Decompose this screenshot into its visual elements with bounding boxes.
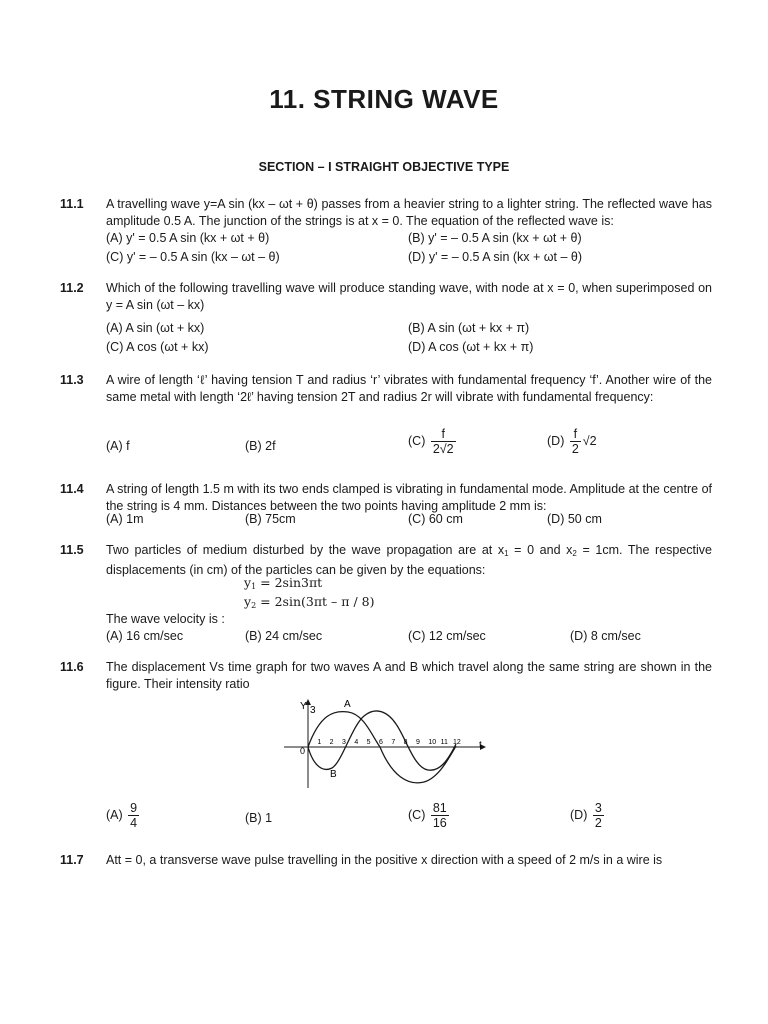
option-a <box>106 801 141 830</box>
question-text: A travelling wave y=A sin (kx – ωt + θ) passes from a heavier string to a lighter string. The reflected wave has amplitude 0.5 A. The junction of the strings is at x = 0. The equation of the reflected wave is: <box>106 197 712 228</box>
option-c: (C) y' = – 0.5 A sin (kx – ωt – θ) <box>106 250 280 264</box>
option-label: (C) <box>408 433 426 448</box>
eq-var: y <box>244 594 252 609</box>
option-d <box>570 801 606 830</box>
option-label: (D) <box>547 433 565 448</box>
wave-a-label: A <box>344 699 351 710</box>
option-c: (C) 12 cm/sec <box>408 629 486 643</box>
numerator: 9 <box>130 801 138 815</box>
option-b: (B) 1 <box>245 811 273 825</box>
question-number: 11.6 <box>60 660 84 674</box>
fraction <box>431 427 456 456</box>
question-text: The displacement Vs time graph for two waves A and B which travel along the same string are shown in the figure. Their intensity ratio <box>106 660 712 691</box>
tick-label: 7 <box>391 739 396 746</box>
question-text <box>106 542 712 579</box>
equation-2 <box>244 594 374 610</box>
question-text: A wire of length ‘ℓ’ having tension T and radius ‘r’ vibrates with fundamental frequency ‘f’. Another wire of the same metal with length ‘2ℓ’ having tension 2T and radius 2r will vibrate with fundamental frequency: <box>106 373 712 404</box>
denominator: 2 <box>594 816 602 830</box>
text-part: Two particles of medium disturbed by the wave propagation are at x <box>106 543 505 557</box>
tick-label: 8 <box>403 739 408 746</box>
fraction <box>570 427 581 456</box>
tick-label: 3 <box>342 739 346 746</box>
question-number: 11.7 <box>60 853 84 867</box>
option-label: (D) <box>570 807 588 822</box>
tick-label: 9 <box>416 739 420 746</box>
option-label: (C) <box>408 807 426 822</box>
wave-graph <box>280 696 490 792</box>
option-b: (B) y' = – 0.5 A sin (kx + ωt + θ) <box>408 231 582 245</box>
question-number: 11.1 <box>60 197 84 211</box>
section-heading: SECTION – I STRAIGHT OBJECTIVE TYPE <box>258 160 510 174</box>
denominator: 2 <box>571 442 579 456</box>
eq-var: y <box>244 575 252 590</box>
equation-1 <box>244 575 322 591</box>
subscript: 2 <box>251 601 257 610</box>
tick-label: 1 <box>317 739 322 746</box>
option-a: (A) f <box>106 439 130 453</box>
numerator: 3 <box>594 801 602 815</box>
option-a: (A) A sin (ωt + kx) <box>106 321 205 335</box>
amplitude-label: 3 <box>310 705 316 716</box>
eq-rest: = 2sin(3πt – π / 8) <box>256 594 375 609</box>
question-text: Att = 0, a transverse wave pulse travelling in the positive x direction with a speed of 2 m/s in a wire is <box>106 853 663 867</box>
option-c: (C) A cos (ωt + kx) <box>106 340 209 354</box>
option-b: (B) A sin (ωt + kx + π) <box>408 321 530 335</box>
origin-label: 0 <box>300 746 306 756</box>
denominator: 2√2 <box>432 442 454 456</box>
question-number: 11.4 <box>60 482 84 496</box>
option-c: (C) 60 cm <box>408 512 463 526</box>
option-d: (D) y' = – 0.5 A sin (kx + ωt – θ) <box>408 250 583 264</box>
numerator: f <box>570 427 581 442</box>
option-a: (A) y' = 0.5 A sin (kx + ωt + θ) <box>106 231 270 245</box>
subscript: 2 <box>572 549 577 558</box>
subscript: 1 <box>251 582 257 591</box>
text-part: = 1cm. The respective displacements (in cm) of the particles can be given by the equations: <box>106 543 713 577</box>
option-a: (A) 1m <box>106 512 144 526</box>
option-b: (B) 2f <box>245 439 276 453</box>
option-d: (D) A cos (ωt + kx + π) <box>408 340 534 354</box>
option-b: (B) 75cm <box>245 512 296 526</box>
question-number: 11.5 <box>60 543 84 557</box>
tick-label: 2 <box>329 739 334 746</box>
option-a: (A) 16 cm/sec <box>106 629 184 643</box>
eq-rest: = 2sin3πt <box>256 575 323 590</box>
root-term: √2 <box>582 433 597 448</box>
tick-label: 12 <box>453 739 461 746</box>
denominator: 4 <box>130 816 138 830</box>
velocity-line: The wave velocity is : <box>106 612 225 626</box>
fraction <box>431 801 449 830</box>
question-text: A string of length 1.5 m with its two ends clamped is vibrating in fundamental mode. Amplitude at the centre of the string is 4 mm. Distances between the two points having amplitude 2 mm is: <box>106 482 712 513</box>
tick-label: 4 <box>354 739 359 746</box>
text-part: = 0 and x <box>508 543 573 557</box>
fraction <box>128 801 139 830</box>
option-d: (D) 8 cm/sec <box>570 629 641 643</box>
page-title: 11. STRING WAVE <box>269 84 499 114</box>
option-c <box>408 801 451 830</box>
fraction <box>593 801 604 830</box>
subscript: 1 <box>504 549 509 558</box>
y-axis-label: Y <box>300 701 307 712</box>
numerator: f <box>431 427 456 442</box>
option-d: (D) 50 cm <box>547 512 602 526</box>
tick-label: 10 <box>428 739 437 746</box>
tick-label: 5 <box>366 739 371 746</box>
tick-label: 6 <box>379 739 383 746</box>
x-axis-label: t <box>479 740 482 751</box>
option-label: (A) <box>106 807 123 822</box>
denominator: 16 <box>432 816 447 830</box>
wave-b-label: B <box>330 769 337 780</box>
tick-labels <box>317 739 461 746</box>
numerator: 81 <box>432 801 447 815</box>
option-b: (B) 24 cm/sec <box>245 629 323 643</box>
option-c <box>408 427 458 456</box>
question-number: 11.3 <box>60 373 84 387</box>
question-text: Which of the following travelling wave will produce standing wave, with node at x = 0, when superimposed on y = A sin (ωt – kx) <box>106 281 712 312</box>
option-d <box>547 427 597 456</box>
tick-label: 11 <box>440 739 448 746</box>
question-number: 11.2 <box>60 281 84 295</box>
